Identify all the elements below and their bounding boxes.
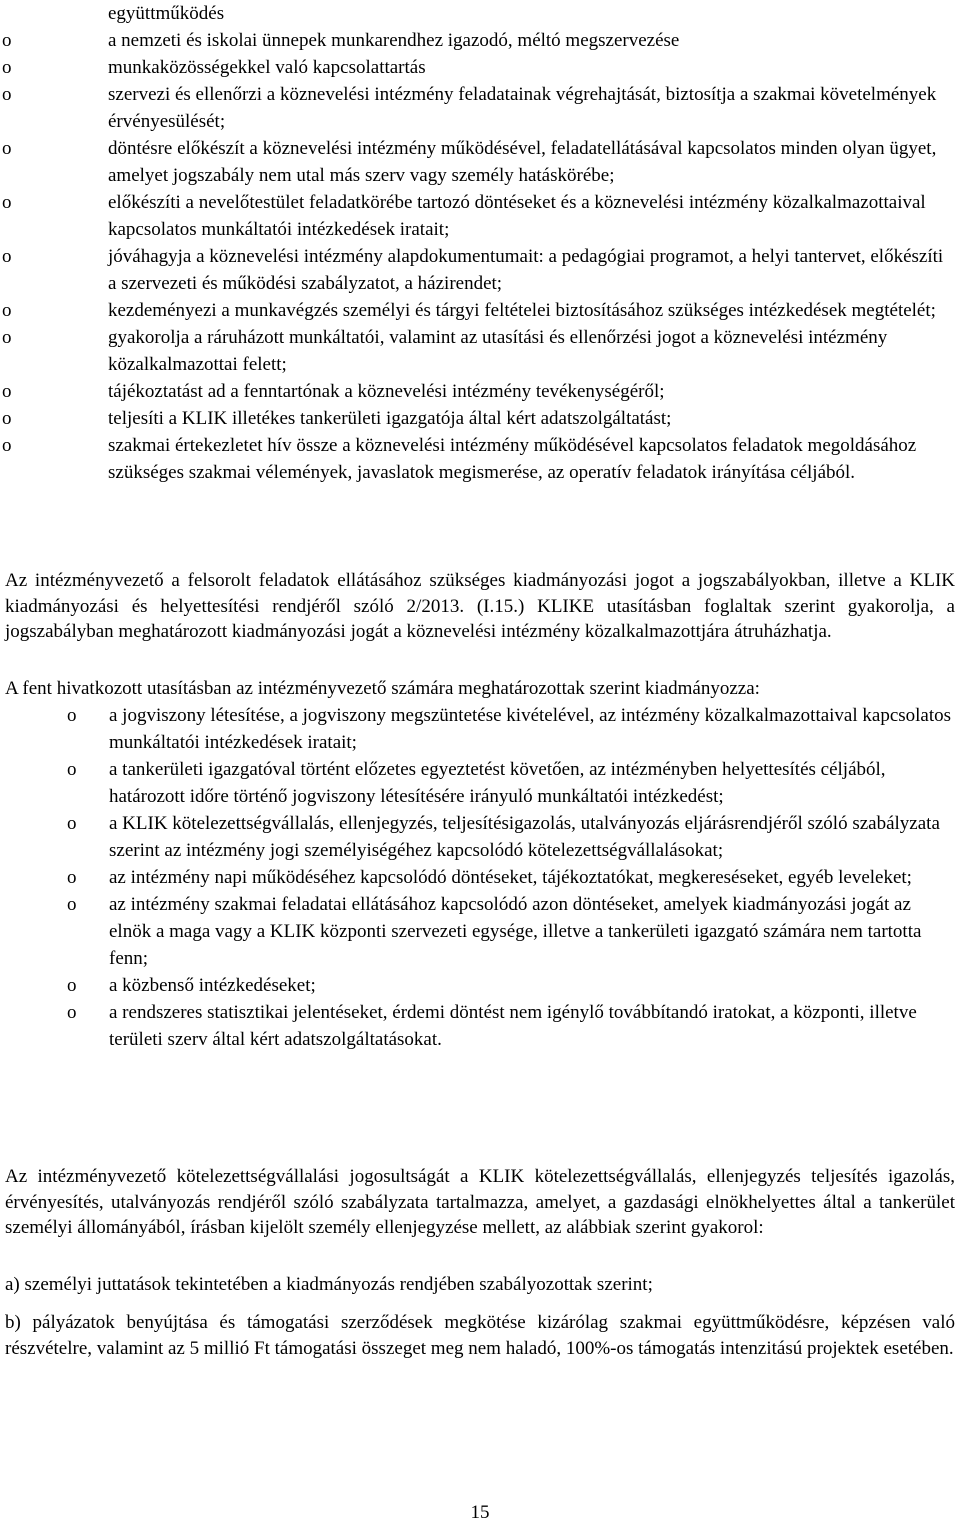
list-item: [0, 0, 960, 27]
list-item-text: munkaközösségekkel való kapcsolattartás: [108, 57, 426, 78]
bullet-icon: o: [2, 138, 12, 159]
bullet-icon: o: [2, 246, 12, 267]
list-item-text: jóváhagyja a köznevelési intézmény alapdokumentumait: a pedagógiai programot, a helyi tantervet, előkészíti a szervezeti és működési szabályzatot, a házirendet;: [108, 246, 944, 294]
list-item-text: teljesíti a KLIK illetékes tankerületi igazgatója által kért adatszolgáltatást;: [108, 408, 672, 429]
bullet-icon: o: [2, 57, 12, 78]
list-item: [0, 864, 960, 891]
list-item-text: az intézmény szakmai feladatai ellátásához kapcsolódó azon döntéseket, amelyek kiadmányozási jogát az elnök a maga vagy a KLIK központi szervezeti egysége, illetve a tankerületi igazgató számára nem tartotta fenn;: [109, 894, 922, 969]
list-item: [0, 189, 960, 243]
paragraph-item-b: b) pályázatok benyújtása és támogatási szerződések megkötése kizárólag szakmai együttműködésre, képzésen való részvételre, valamint az 5 millió Ft támogatási összeget meg nem haladó, 100%-os támogatás intenzitású projektek esetében.: [5, 1312, 955, 1359]
bullet-icon: o: [2, 84, 12, 105]
list-item-text: a rendszeres statisztikai jelentéseket, érdemi döntést nem igénylő továbbítandó iratokat, a központi, illetve területi szerv által kért adatszolgáltatásokat.: [109, 1002, 917, 1050]
list-item: [0, 243, 960, 297]
paragraph-delegation: Az intézményvezető a felsorolt feladatok ellátásához szükséges kiadmányozási jogot a jogszabályokban, illetve a KLIK kiadmányozási és helyettesítési rendjéről szóló 2/2013. (I.15.) KLIKE utasításban foglaltak szerint gyakorolja, a jogszabályban meghatározott kiadmányozási jogát a köznevelési intézmény közalkalmazottjára átruházhatja.: [5, 570, 955, 642]
list-item: [0, 972, 960, 999]
list-item: [0, 702, 960, 756]
list-item: [0, 756, 960, 810]
list-item-text: döntésre előkészít a köznevelési intézmény működésével, feladatellátásával kapcsolatos minden olyan ügyet, amelyet jogszabály nem utal más szerv vagy személy hatáskörébe;: [108, 138, 937, 186]
list-item: [0, 891, 960, 972]
bullet-icon: o: [2, 300, 12, 321]
duties-list: [0, 0, 960, 486]
bullet-icon: o: [67, 1002, 77, 1023]
list-item-text: előkészíti a nevelőtestület feladatkörébe tartozó döntéseket és a köznevelési intézmény közalkalmazottaival kapcsolatos munkáltatói intézkedések iratait;: [108, 192, 926, 240]
list-item-text: tájékoztatást ad a fenntartónak a köznevelési intézmény tevékenységéről;: [108, 381, 665, 402]
signing-list: [0, 702, 960, 1053]
bullet-icon: o: [2, 30, 12, 51]
list-item: [0, 27, 960, 54]
paragraph-signing-intro: A fent hivatkozott utasításban az intézményvezető számára meghatározottak szerint kiadmányozza:: [5, 678, 760, 699]
list-item-text: a nemzeti és iskolai ünnepek munkarendhez igazodó, méltó megszervezése: [108, 30, 680, 51]
bullet-icon: o: [67, 894, 77, 915]
list-item: [0, 324, 960, 378]
list-item: [0, 135, 960, 189]
bullet-icon: o: [2, 327, 12, 348]
bullet-icon: o: [67, 813, 77, 834]
list-item: [0, 405, 960, 432]
list-item: [0, 54, 960, 81]
bullet-icon: o: [67, 867, 77, 888]
list-item-text: szervezi és ellenőrzi a köznevelési intézmény feladatainak végrehajtását, biztosítja a szakmai követelmények érvényesülését;: [108, 84, 937, 132]
list-item-text: a jogviszony létesítése, a jogviszony megszüntetése kivételével, az intézmény közalkalmazottaival kapcsolatos munkáltatói intézkedések iratait;: [109, 705, 952, 753]
bullet-icon: o: [67, 705, 77, 726]
bullet-icon: o: [2, 192, 12, 213]
list-item-text: a tankerületi igazgatóval történt előzetes egyeztetést követően, az intézményben helyettesítés céljából, határozott időre történő jogviszony létesítésére irányuló munkáltatói intézkedést;: [109, 759, 886, 807]
list-item-text: gyakorolja a ráruházott munkáltatói, valamint az utasítási és ellenőrzési jogot a köznevelési intézmény közalkalmazottai felett;: [108, 327, 888, 375]
page-number: 15: [470, 1502, 490, 1523]
list-item: [0, 81, 960, 135]
list-item: [0, 378, 960, 405]
paragraph-item-a: a) személyi juttatások tekintetében a kiadmányozás rendjében szabályozottak szerint;: [5, 1274, 653, 1295]
list-item: [0, 810, 960, 864]
bullet-icon: o: [2, 408, 12, 429]
list-item-text: együttműködés: [108, 3, 225, 24]
list-item: [0, 999, 960, 1053]
list-item: [0, 297, 960, 324]
list-item-text: az intézmény napi működéséhez kapcsolódó döntéseket, tájékoztatókat, megkereséseket, egyéb leveleket;: [109, 867, 912, 888]
bullet-icon: o: [67, 975, 77, 996]
list-item-text: a közbenső intézkedéseket;: [109, 975, 316, 996]
list-item-text: a KLIK kötelezettségvállalás, ellenjegyzés, teljesítésigazolás, utalványozás eljárásrendjéről szóló szabályzata szerint az intézmény jogi személyiségéhez kapcsolódó kötelezettségvállalásokat;: [109, 813, 940, 861]
bullet-icon: o: [2, 435, 12, 456]
list-item: [0, 432, 960, 486]
bullet-icon: o: [67, 759, 77, 780]
paragraph-commitment: Az intézményvezető kötelezettségvállalási jogosultságát a KLIK kötelezettségvállalás, ellenjegyzés teljesítés igazolás, érvényesítés, utalványozás rendjéről szóló szabályzata tartalmazza, amelyet, a gazdasági elnökhelyettes által a tankerület személyi állományából, írásban kijelölt személy ellenjegyzése mellett, az alábbiak szerint gyakorol:: [5, 1166, 955, 1238]
list-item-text: kezdeményezi a munkavégzés személyi és tárgyi feltételei biztosításához szükséges intézkedések megtételét;: [108, 300, 936, 321]
list-item-text: szakmai értekezletet hív össze a köznevelési intézmény működésével kapcsolatos feladatok megoldásához szükséges szakmai vélemények, javaslatok megismerése, az operatív feladatok irányítása céljából.: [108, 435, 917, 483]
bullet-icon: o: [2, 381, 12, 402]
